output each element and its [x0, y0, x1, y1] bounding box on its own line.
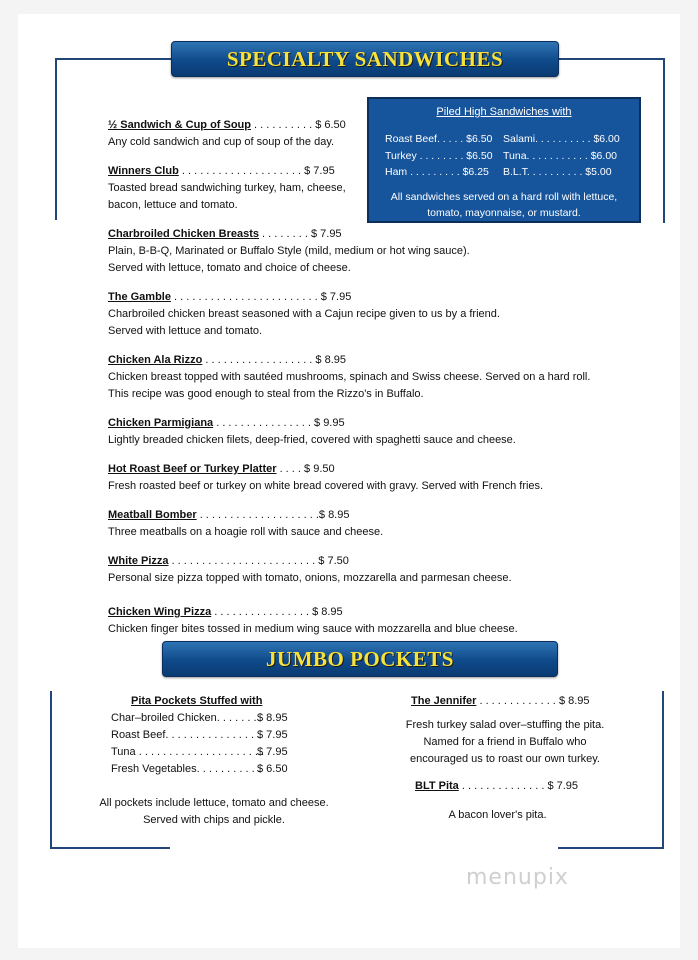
menu-item: Winners Club . . . . . . . . . . . . . . . . . . . . $ 7.95 Toasted bread sandwiching turkey, ham, cheese, bacon, lettuce and tomato.: [108, 163, 346, 214]
item-description: Personal size pizza topped with tomato, onions, mozzarella and parmesan cheese.: [108, 572, 512, 584]
section-title: SPECIALTY SANDWICHES: [226, 46, 504, 71]
item-name: Chicken Ala Rizzo: [108, 354, 203, 366]
pita-note: All pockets include lettuce, tomato and cheese. Served with chips and pickle.: [99, 797, 329, 826]
frame-bottom-left: [50, 847, 170, 849]
pita-row-price: $ 8.95: [257, 712, 288, 724]
item-price: $ 6.50: [315, 119, 346, 131]
item-name: Winners Club: [108, 165, 179, 177]
jumbo-pockets-banner: [162, 641, 558, 677]
item-description: Lightly breaded chicken filets, deep-fried, covered with spaghetti sauce and cheese.: [108, 434, 516, 446]
frame-top-left: [55, 58, 171, 60]
pita-row-name: Char–broiled Chicken. . . . . . .: [111, 712, 257, 724]
frame-left: [55, 58, 57, 220]
piled-row: Roast Beef. . . . . $6.50: [385, 133, 493, 145]
frame-top-right: [557, 58, 665, 60]
frame-right: [663, 58, 665, 223]
watermark: menupix: [466, 865, 569, 890]
item-price: $ 8.95: [558, 695, 590, 707]
piled-row: Turkey . . . . . . . . $6.50: [385, 150, 493, 162]
blt-title: BLT Pita . . . . . . . . . . . . . . $ 7.95: [415, 780, 579, 792]
pita-row-price: $ 7.95: [257, 746, 288, 758]
piled-high-box: [367, 97, 641, 223]
menu-item: The Gamble . . . . . . . . . . . . . . . . . . . . . . . . $ 7.95 Charbroiled chicken breast seasoned with a Cajun recipe given to us by a friend. Served with lettuce and tomato.: [108, 289, 500, 340]
blt-description: A bacon lover's pita.: [448, 809, 547, 821]
item-name: ½ Sandwich & Cup of Soup: [108, 119, 251, 131]
pita-row-price: $ 7.95: [257, 729, 288, 741]
item-price: $ 8.95: [318, 509, 350, 521]
menu-item: Chicken Parmigiana . . . . . . . . . . . . . . . . $ 9.95 Lightly breaded chicken filets, deep-fried, covered with spaghetti sauce and cheese.: [108, 415, 516, 449]
jennifer-title: The Jennifer . . . . . . . . . . . . . $ 8.95: [411, 695, 590, 707]
menu-item: Charbroiled Chicken Breasts . . . . . . . . $ 7.95 Plain, B-B-Q, Marinated or Buffalo Style (mild, medium or hot wing sauce). Served with lettuce, tomato and choice of cheese.: [108, 226, 470, 277]
item-name: Chicken Parmigiana: [108, 417, 214, 429]
piled-high-title: Piled High Sandwiches with: [436, 106, 572, 118]
item-name: The Jennifer: [411, 695, 477, 707]
item-name: The Gamble: [108, 291, 171, 303]
item-price: $ 7.95: [310, 228, 342, 240]
item-description: Toasted bread sandwiching turkey, ham, cheese,: [108, 182, 346, 194]
item-description: Charbroiled chicken breast seasoned with a Cajun recipe given to us by a friend.: [108, 308, 500, 320]
item-price: $ 8.95: [315, 354, 347, 366]
item-description: Any cold sandwich and cup of soup of the day.: [108, 136, 335, 148]
item-price: $ 7.95: [547, 780, 579, 792]
item-description: Three meatballs on a hoagie roll with sauce and cheese.: [108, 526, 384, 538]
jennifer-description: Fresh turkey salad over–stuffing the pita. Named for a friend in Buffalo who encouraged us to roast our own turkey.: [405, 719, 605, 765]
menu-item: Chicken Wing Pizza . . . . . . . . . . . . . . . . $ 8.95 Chicken finger bites tossed in medium wing sauce with mozzarella and blue cheese.: [108, 604, 518, 638]
item-price: $ 9.95: [314, 417, 345, 429]
item-description: Fresh roasted beef or turkey on white bread covered with gravy. Served with French fries.: [108, 480, 544, 492]
menu-item: Meatball Bomber . . . . . . . . . . . . . . . . . . . .$ 8.95 Three meatballs on a hoagie roll with sauce and cheese.: [108, 507, 383, 541]
pita-row-name: Tuna . . . . . . . . . . . . . . . . . . . . .: [111, 746, 265, 758]
item-name: BLT Pita: [415, 780, 459, 792]
item-price: $ 7.95: [304, 165, 335, 177]
menu-item: Chicken Ala Rizzo . . . . . . . . . . . . . . . . . . $ 8.95 Chicken breast topped with sautéed mushrooms, spinach and Swiss cheese. Served on a hard roll. This recipe was good enough to steal from the Rizzo's in Buffalo.: [108, 352, 590, 403]
section-title: JUMBO POCKETS: [266, 646, 454, 671]
frame-left-bottom: [50, 691, 52, 849]
item-description: Served with lettuce and tomato.: [108, 325, 263, 337]
piled-row: Ham . . . . . . . . . $6.25: [385, 166, 489, 178]
specialty-sandwiches-banner: [171, 41, 559, 77]
item-name: Charbroiled Chicken Breasts: [108, 228, 259, 240]
frame-right-bottom: [662, 691, 664, 849]
item-name: White Pizza: [108, 555, 169, 567]
item-price: $ 7.50: [318, 555, 349, 567]
item-description: Served with lettuce, tomato and choice of cheese.: [108, 262, 351, 274]
menu-item: White Pizza . . . . . . . . . . . . . . . . . . . . . . . . $ 7.50 Personal size pizza topped with tomato, onions, mozzarella and parmesan cheese.: [108, 553, 512, 587]
item-price: $ 8.95: [312, 606, 343, 618]
item-name: Chicken Wing Pizza: [108, 606, 212, 618]
frame-bottom-right: [558, 847, 664, 849]
item-description: Chicken finger bites tossed in medium wing sauce with mozzarella and blue cheese.: [108, 623, 518, 635]
piled-note: All sandwiches served on a hard roll with lettuce, tomato, mayonnaise, or mustard.: [390, 191, 618, 219]
item-description: bacon, lettuce and tomato.: [108, 199, 238, 211]
item-price: $ 7.95: [320, 291, 352, 303]
pita-pockets-title: Pita Pockets Stuffed with: [131, 695, 263, 707]
menu-item: ½ Sandwich & Cup of Soup . . . . . . . . . . $ 6.50 Any cold sandwich and cup of soup of the day.: [108, 117, 346, 151]
piled-row: B.L.T. . . . . . . . . . $5.00: [503, 166, 612, 178]
item-description: Plain, B-B-Q, Marinated or Buffalo Style (mild, medium or hot wing sauce).: [108, 245, 470, 257]
piled-row: Salami. . . . . . . . . . $6.00: [503, 133, 620, 145]
pita-row-price: $ 6.50: [257, 763, 288, 775]
piled-row: Tuna. . . . . . . . . . . $6.00: [503, 150, 617, 162]
pita-row-name: Roast Beef. . . . . . . . . . . . . . . .: [111, 729, 261, 741]
menu-item: Hot Roast Beef or Turkey Platter . . . . $ 9.50 Fresh roasted beef or turkey on white bread covered with gravy. Served with French fries.: [108, 461, 543, 495]
item-price: $ 9.50: [304, 463, 335, 475]
item-name: Meatball Bomber: [108, 509, 197, 521]
item-name: Hot Roast Beef or Turkey Platter: [108, 463, 277, 475]
pita-row-name: Fresh Vegetables. . . . . . . . . . .: [111, 763, 261, 775]
item-description: Chicken breast topped with sautéed mushrooms, spinach and Swiss cheese. Served on a hard roll.: [108, 371, 591, 383]
item-description: This recipe was good enough to steal from the Rizzo's in Buffalo.: [108, 388, 424, 400]
